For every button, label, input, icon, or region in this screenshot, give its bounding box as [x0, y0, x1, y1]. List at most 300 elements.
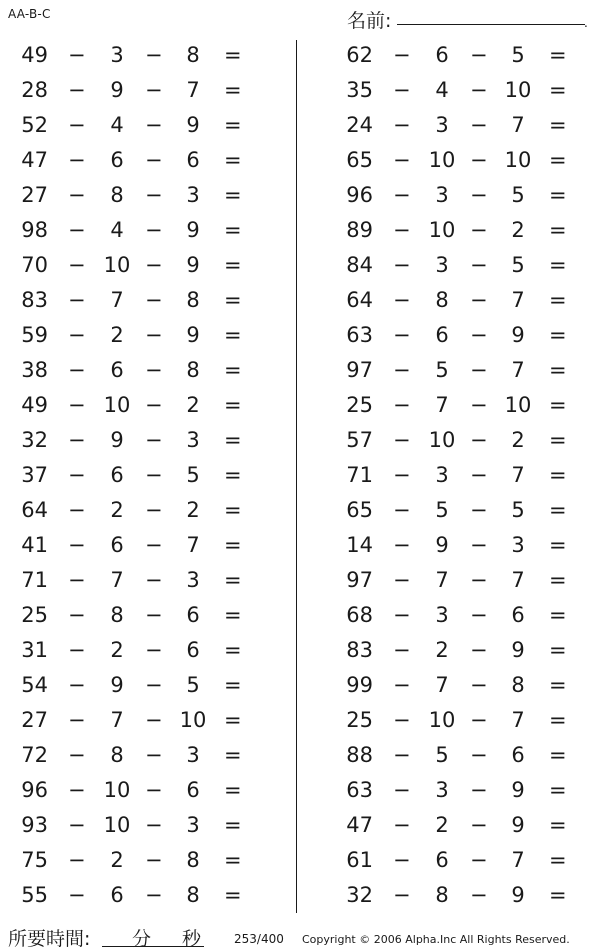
- second-number: 5: [435, 358, 449, 382]
- second-number: 5: [435, 743, 449, 767]
- second-number: 6: [435, 848, 449, 872]
- minus-sign: −: [393, 498, 411, 522]
- minus-sign: −: [393, 708, 411, 732]
- third-number: 7: [511, 848, 525, 872]
- equals-sign: =: [549, 708, 567, 732]
- minus-sign: −: [68, 813, 86, 837]
- equals-sign: =: [549, 393, 567, 417]
- first-number: 14: [346, 533, 373, 557]
- second-number: 2: [435, 638, 449, 662]
- minus-sign: −: [68, 498, 86, 522]
- first-number: 72: [21, 743, 48, 767]
- minus-sign: −: [145, 498, 163, 522]
- minus-sign: −: [68, 148, 86, 172]
- equals-sign: =: [224, 568, 242, 592]
- equals-sign: =: [549, 568, 567, 592]
- minus-sign: −: [145, 428, 163, 452]
- first-number: 47: [346, 813, 373, 837]
- third-number: 10: [179, 708, 207, 732]
- problem-row: [325, 178, 595, 213]
- third-number: 6: [186, 778, 200, 802]
- time-taken-label: 所要時間:: [8, 928, 91, 950]
- third-number: 9: [511, 778, 525, 802]
- equals-sign: =: [224, 603, 242, 627]
- problem-row: [0, 423, 270, 458]
- minus-sign: −: [393, 148, 411, 172]
- equals-sign: =: [224, 883, 242, 907]
- minus-sign: −: [145, 778, 163, 802]
- equals-sign: =: [549, 778, 567, 802]
- minus-sign: −: [68, 183, 86, 207]
- equals-sign: =: [224, 393, 242, 417]
- third-number: 6: [186, 638, 200, 662]
- second-number: 10: [428, 708, 456, 732]
- third-number: 7: [511, 708, 525, 732]
- minus-sign: −: [470, 43, 488, 67]
- minus-sign: −: [470, 883, 488, 907]
- minus-sign: −: [145, 113, 163, 137]
- equals-sign: =: [224, 78, 242, 102]
- equals-sign: =: [224, 743, 242, 767]
- minus-sign: −: [470, 323, 488, 347]
- first-number: 71: [346, 463, 373, 487]
- third-number: 8: [186, 848, 200, 872]
- minus-sign: −: [393, 813, 411, 837]
- minus-sign: −: [68, 848, 86, 872]
- second-number: 3: [435, 778, 449, 802]
- first-number: 25: [346, 393, 373, 417]
- first-number: 64: [21, 498, 48, 522]
- second-number: 7: [110, 708, 124, 732]
- third-number: 7: [511, 113, 525, 137]
- third-number: 2: [511, 218, 525, 242]
- problem-row: [0, 73, 270, 108]
- first-number: 54: [21, 673, 48, 697]
- first-number: 47: [21, 148, 48, 172]
- second-number: 2: [110, 323, 124, 347]
- second-number: 6: [110, 463, 124, 487]
- third-number: 5: [511, 253, 525, 277]
- problem-row: [0, 493, 270, 528]
- equals-sign: =: [224, 428, 242, 452]
- second-number: 7: [435, 568, 449, 592]
- equals-sign: =: [224, 708, 242, 732]
- minus-sign: −: [470, 603, 488, 627]
- problem-row: [325, 458, 595, 493]
- minus-sign: −: [145, 533, 163, 557]
- column-divider: [296, 40, 297, 913]
- third-number: 9: [186, 253, 200, 277]
- second-number: 7: [435, 673, 449, 697]
- third-number: 7: [511, 358, 525, 382]
- first-number: 63: [346, 778, 373, 802]
- minus-sign: −: [470, 638, 488, 662]
- third-number: 8: [511, 673, 525, 697]
- minus-sign: −: [68, 288, 86, 312]
- third-number: 6: [186, 148, 200, 172]
- problem-row: [325, 73, 595, 108]
- problem-row: [325, 843, 595, 878]
- minus-sign: −: [393, 848, 411, 872]
- minus-sign: −: [393, 43, 411, 67]
- minus-sign: −: [145, 78, 163, 102]
- minus-sign: −: [470, 288, 488, 312]
- first-number: 83: [346, 638, 373, 662]
- problem-row: [0, 458, 270, 493]
- problem-row: [325, 738, 595, 773]
- second-number: 5: [435, 498, 449, 522]
- equals-sign: =: [549, 848, 567, 872]
- minus-sign: −: [68, 743, 86, 767]
- equals-sign: =: [224, 288, 242, 312]
- second-number: 9: [110, 78, 124, 102]
- first-number: 32: [346, 883, 373, 907]
- minus-sign: −: [145, 253, 163, 277]
- second-number: 10: [103, 778, 131, 802]
- minus-sign: −: [145, 603, 163, 627]
- third-number: 8: [186, 358, 200, 382]
- first-number: 38: [21, 358, 48, 382]
- problem-row: [0, 773, 270, 808]
- third-number: 2: [186, 393, 200, 417]
- third-number: 6: [186, 603, 200, 627]
- first-number: 32: [21, 428, 48, 452]
- name-field-line[interactable]: [397, 24, 585, 25]
- minus-sign: −: [68, 43, 86, 67]
- second-number: 2: [435, 813, 449, 837]
- minus-sign: −: [145, 813, 163, 837]
- first-number: 49: [21, 43, 48, 67]
- minus-sign: −: [145, 43, 163, 67]
- third-number: 8: [186, 883, 200, 907]
- first-number: 96: [346, 183, 373, 207]
- minus-sign: −: [145, 393, 163, 417]
- second-number: 3: [435, 253, 449, 277]
- minus-sign: −: [145, 568, 163, 592]
- minus-sign: −: [393, 603, 411, 627]
- second-number: 10: [428, 148, 456, 172]
- problem-row: [325, 423, 595, 458]
- third-number: 7: [186, 78, 200, 102]
- third-number: 2: [511, 428, 525, 452]
- problem-row: [0, 668, 270, 703]
- second-number: 8: [110, 603, 124, 627]
- minus-sign: −: [470, 183, 488, 207]
- problem-row: [0, 563, 270, 598]
- left-problem-column: [0, 38, 270, 913]
- minus-sign: −: [68, 218, 86, 242]
- minus-sign: −: [470, 253, 488, 277]
- third-number: 3: [186, 743, 200, 767]
- first-number: 52: [21, 113, 48, 137]
- problem-row: [0, 878, 270, 913]
- minus-sign: −: [470, 673, 488, 697]
- minus-sign: −: [470, 848, 488, 872]
- equals-sign: =: [224, 183, 242, 207]
- copyright-notice: Copyright © 2006 Alpha.Inc All Rights Reserved.: [302, 933, 570, 946]
- third-number: 8: [186, 288, 200, 312]
- minus-sign: −: [470, 708, 488, 732]
- second-number: 7: [110, 568, 124, 592]
- minutes-label: 分: [132, 928, 152, 950]
- third-number: 6: [511, 603, 525, 627]
- minus-sign: −: [393, 533, 411, 557]
- minus-sign: −: [470, 428, 488, 452]
- third-number: 3: [186, 813, 200, 837]
- minus-sign: −: [68, 358, 86, 382]
- third-number: 9: [511, 323, 525, 347]
- first-number: 75: [21, 848, 48, 872]
- third-number: 3: [511, 533, 525, 557]
- problem-row: [325, 493, 595, 528]
- equals-sign: =: [549, 253, 567, 277]
- minus-sign: −: [145, 358, 163, 382]
- problem-row: [0, 738, 270, 773]
- equals-sign: =: [549, 498, 567, 522]
- minus-sign: −: [68, 638, 86, 662]
- second-number: 3: [435, 463, 449, 487]
- minus-sign: −: [393, 253, 411, 277]
- equals-sign: =: [549, 813, 567, 837]
- minus-sign: −: [393, 393, 411, 417]
- minus-sign: −: [68, 113, 86, 137]
- minus-sign: −: [393, 218, 411, 242]
- problem-row: [0, 703, 270, 738]
- minus-sign: −: [470, 778, 488, 802]
- problem-row: [0, 108, 270, 143]
- second-number: 10: [103, 393, 131, 417]
- second-number: 6: [110, 533, 124, 557]
- minus-sign: −: [393, 638, 411, 662]
- minus-sign: −: [393, 568, 411, 592]
- first-number: 63: [346, 323, 373, 347]
- third-number: 7: [511, 288, 525, 312]
- equals-sign: =: [224, 638, 242, 662]
- first-number: 27: [21, 183, 48, 207]
- first-number: 84: [346, 253, 373, 277]
- equals-sign: =: [224, 148, 242, 172]
- third-number: 7: [511, 568, 525, 592]
- first-number: 49: [21, 393, 48, 417]
- minus-sign: −: [393, 358, 411, 382]
- equals-sign: =: [224, 113, 242, 137]
- minus-sign: −: [470, 743, 488, 767]
- second-number: 8: [110, 183, 124, 207]
- problem-row: [325, 213, 595, 248]
- equals-sign: =: [549, 288, 567, 312]
- third-number: 5: [511, 498, 525, 522]
- third-number: 6: [511, 743, 525, 767]
- minus-sign: −: [68, 778, 86, 802]
- minus-sign: −: [470, 218, 488, 242]
- first-number: 59: [21, 323, 48, 347]
- problem-row: [0, 213, 270, 248]
- second-number: 4: [110, 113, 124, 137]
- minus-sign: −: [145, 463, 163, 487]
- minus-sign: −: [393, 113, 411, 137]
- minus-sign: −: [470, 568, 488, 592]
- problem-row: [0, 598, 270, 633]
- second-number: 10: [428, 428, 456, 452]
- problem-row: [0, 178, 270, 213]
- minus-sign: −: [393, 778, 411, 802]
- minus-sign: −: [68, 428, 86, 452]
- second-number: 4: [435, 78, 449, 102]
- minus-sign: −: [68, 323, 86, 347]
- minus-sign: −: [393, 78, 411, 102]
- minus-sign: −: [145, 323, 163, 347]
- problem-row: [325, 598, 595, 633]
- minus-sign: −: [393, 743, 411, 767]
- first-number: 41: [21, 533, 48, 557]
- second-number: 6: [110, 883, 124, 907]
- second-number: 6: [110, 148, 124, 172]
- problem-row: [325, 38, 595, 73]
- minus-sign: −: [68, 708, 86, 732]
- equals-sign: =: [549, 148, 567, 172]
- first-number: 64: [346, 288, 373, 312]
- first-number: 88: [346, 743, 373, 767]
- second-number: 6: [435, 43, 449, 67]
- third-number: 5: [511, 183, 525, 207]
- equals-sign: =: [549, 743, 567, 767]
- minus-sign: −: [145, 288, 163, 312]
- second-number: 8: [435, 883, 449, 907]
- problem-row: [325, 283, 595, 318]
- name-field-end-mark: .: [584, 16, 588, 30]
- equals-sign: =: [549, 43, 567, 67]
- minus-sign: −: [393, 183, 411, 207]
- minus-sign: −: [68, 463, 86, 487]
- minus-sign: −: [68, 393, 86, 417]
- equals-sign: =: [224, 778, 242, 802]
- equals-sign: =: [549, 463, 567, 487]
- problem-row: [325, 528, 595, 563]
- equals-sign: =: [549, 673, 567, 697]
- problem-row: [325, 143, 595, 178]
- second-number: 3: [435, 113, 449, 137]
- second-number: 2: [110, 498, 124, 522]
- problem-row: [0, 143, 270, 178]
- second-number: 10: [103, 253, 131, 277]
- equals-sign: =: [224, 673, 242, 697]
- minus-sign: −: [145, 883, 163, 907]
- second-number: 7: [435, 393, 449, 417]
- minus-sign: −: [68, 533, 86, 557]
- minus-sign: −: [145, 848, 163, 872]
- worksheet-code: AA-B-C: [8, 7, 51, 21]
- third-number: 10: [504, 78, 532, 102]
- second-number: 9: [435, 533, 449, 557]
- third-number: 2: [186, 498, 200, 522]
- second-number: 2: [110, 848, 124, 872]
- name-label: 名前:: [347, 10, 392, 32]
- problem-row: [325, 318, 595, 353]
- third-number: 9: [511, 883, 525, 907]
- equals-sign: =: [224, 813, 242, 837]
- first-number: 83: [21, 288, 48, 312]
- problem-row: [325, 773, 595, 808]
- first-number: 27: [21, 708, 48, 732]
- problem-row: [325, 563, 595, 598]
- minus-sign: −: [393, 428, 411, 452]
- seconds-label: 秒: [182, 928, 202, 950]
- minus-sign: −: [470, 78, 488, 102]
- problem-row: [0, 353, 270, 388]
- second-number: 10: [103, 813, 131, 837]
- third-number: 9: [186, 323, 200, 347]
- second-number: 3: [435, 603, 449, 627]
- problem-row: [325, 703, 595, 738]
- problem-row: [325, 108, 595, 143]
- first-number: 93: [21, 813, 48, 837]
- third-number: 9: [186, 113, 200, 137]
- equals-sign: =: [549, 533, 567, 557]
- first-number: 37: [21, 463, 48, 487]
- minus-sign: −: [393, 463, 411, 487]
- minus-sign: −: [68, 568, 86, 592]
- equals-sign: =: [549, 883, 567, 907]
- minus-sign: −: [470, 813, 488, 837]
- minus-sign: −: [145, 743, 163, 767]
- first-number: 97: [346, 358, 373, 382]
- minus-sign: −: [470, 113, 488, 137]
- equals-sign: =: [224, 463, 242, 487]
- equals-sign: =: [549, 78, 567, 102]
- problem-row: [325, 248, 595, 283]
- minus-sign: −: [470, 358, 488, 382]
- third-number: 3: [186, 568, 200, 592]
- first-number: 35: [346, 78, 373, 102]
- problem-row: [0, 633, 270, 668]
- problem-row: [0, 248, 270, 283]
- minus-sign: −: [145, 638, 163, 662]
- minus-sign: −: [393, 323, 411, 347]
- first-number: 68: [346, 603, 373, 627]
- third-number: 9: [511, 638, 525, 662]
- problem-row: [0, 528, 270, 563]
- minus-sign: −: [145, 708, 163, 732]
- problem-row: [325, 633, 595, 668]
- page-number: 253/400: [234, 932, 284, 946]
- first-number: 97: [346, 568, 373, 592]
- problem-row: [0, 283, 270, 318]
- equals-sign: =: [224, 848, 242, 872]
- minus-sign: −: [393, 673, 411, 697]
- third-number: 9: [511, 813, 525, 837]
- minus-sign: −: [145, 673, 163, 697]
- third-number: 9: [186, 218, 200, 242]
- second-number: 7: [110, 288, 124, 312]
- first-number: 55: [21, 883, 48, 907]
- third-number: 7: [186, 533, 200, 557]
- equals-sign: =: [224, 498, 242, 522]
- third-number: 5: [186, 463, 200, 487]
- minus-sign: −: [68, 603, 86, 627]
- first-number: 65: [346, 498, 373, 522]
- minus-sign: −: [470, 393, 488, 417]
- second-number: 4: [110, 218, 124, 242]
- first-number: 62: [346, 43, 373, 67]
- equals-sign: =: [224, 358, 242, 382]
- first-number: 96: [21, 778, 48, 802]
- minus-sign: −: [145, 148, 163, 172]
- problem-row: [325, 808, 595, 843]
- minus-sign: −: [470, 148, 488, 172]
- equals-sign: =: [224, 43, 242, 67]
- equals-sign: =: [224, 533, 242, 557]
- second-number: 10: [428, 218, 456, 242]
